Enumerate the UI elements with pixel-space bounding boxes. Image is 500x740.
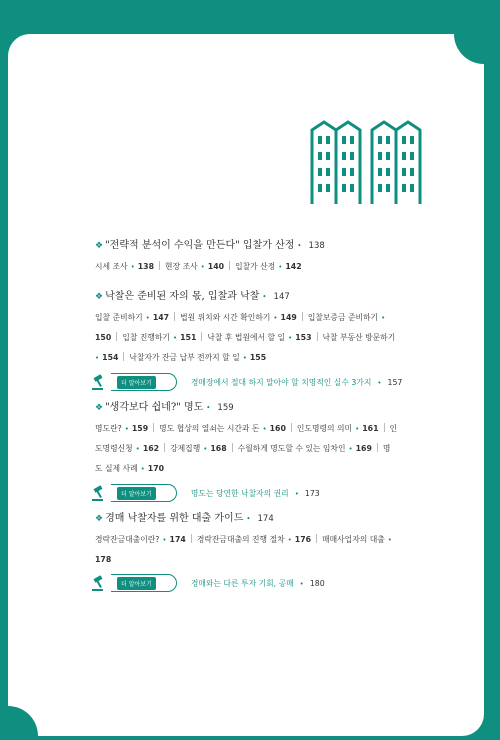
section-title: ❖ "생각보다 쉽네?" 명도 • 159 [95,402,234,413]
gavel-icon [91,574,109,592]
more-badge: 더 알아보기 [111,373,177,391]
section-title: ❖ 경매 낙찰자를 위한 대출 가이드 • 174 [95,513,274,524]
more-text: 경매와는 다른 투자 기회, 공매 • 180 [190,578,325,588]
toc-item: 현장 조사 [165,262,198,271]
toc-line: 시세 조사 • 138 현장 조사 • 140 입찰가 산정 • 142 [95,262,302,271]
toc-item: 경락잔금대출이란? [95,535,160,544]
more-info-callout [91,481,435,505]
toc-line: 178 [95,555,112,564]
toc-line: 도명령신청 • 162 강제집행 • 168 수월하게 명도할 수 있는 임차인 • 169 명 [95,444,391,453]
apartment-buildings-icon [310,120,436,204]
toc-item: 낙찰 후 법원에서 할 일 [207,333,286,342]
toc-item: 낙찰자가 잔금 납부 전까지 할 일 [129,353,240,362]
toc-item: 경락잔금대출의 진행 절차 [196,535,285,544]
gavel-icon [91,373,109,391]
toc-item: 인도명령의 의미 [296,424,353,433]
diamond-bullet-icon: ❖ [95,514,104,524]
toc-item: 입찰보증금 준비하기 [307,313,379,322]
toc-line: 경락잔금대출이란? • 174 경락잔금대출의 진행 절차 • 176 매매사업자의 대출 • [95,535,392,544]
section-title: ❖ 낙찰은 준비된 자의 몫, 입찰과 낙찰 • 147 [95,291,290,302]
toc-item: 법원 위치와 시간 확인하기 [180,313,271,322]
gavel-icon [91,484,109,502]
toc-line: 도 실제 사례 • 170 [95,464,165,473]
toc-line: 명도란? • 159 명도 협상의 열쇠는 시간과 돈 • 160 인도명령의 의미 • 161 인 [95,424,398,433]
toc-item: 수월하게 명도할 수 있는 임차인 [237,444,346,453]
toc-item: 입찰가 산정 [235,262,276,271]
more-badge: 더 알아보기 [111,574,177,592]
diamond-bullet-icon: ❖ [95,292,104,302]
diamond-bullet-icon: ❖ [95,403,104,413]
toc-item: 매매사업자의 대출 [322,535,385,544]
toc-item: 명도 협상의 열쇠는 시간과 돈 [159,424,260,433]
more-info-callout [91,370,435,394]
toc-line: • 154 낙찰자가 잔금 납부 전까지 할 일 • 155 [95,353,267,362]
more-text: 명도는 당연한 낙찰자의 권리 • 173 [190,488,320,498]
toc-line: 입찰 준비하기 • 147 법원 위치와 시간 확인하기 • 149 입찰보증금 준비하기 • [95,313,386,322]
corner-cut-bottom-left [8,706,38,736]
toc-item: 강제집행 [170,444,201,453]
corner-cut-top-right [454,34,484,64]
section-title: ❖ "전략적 분석이 수익을 만든다" 입찰가 산정 • 138 [95,240,325,251]
toc-item: 명도란? [95,424,122,433]
more-badge: 더 알아보기 [111,484,177,502]
toc-item: 입찰 진행하기 [122,333,170,342]
more-text: 경매장에서 절대 하지 말아야 할 치명적인 실수 3가지 • 157 [190,377,403,387]
toc-item: 도 실제 사례 [95,464,138,473]
toc-item: 입찰 준비하기 [95,313,143,322]
table-of-contents [95,228,435,599]
toc-item: 시세 조사 [95,262,128,271]
toc-item: 도명령신청 [95,444,133,453]
toc-line: 150 입찰 진행하기 • 151 낙찰 후 법원에서 할 일 • 153 낙찰 부동산 방문하기 [95,333,396,342]
diamond-bullet-icon: ❖ [95,241,104,251]
toc-item: 낙찰 부동산 방문하기 [322,333,396,342]
more-info-callout [91,571,435,595]
